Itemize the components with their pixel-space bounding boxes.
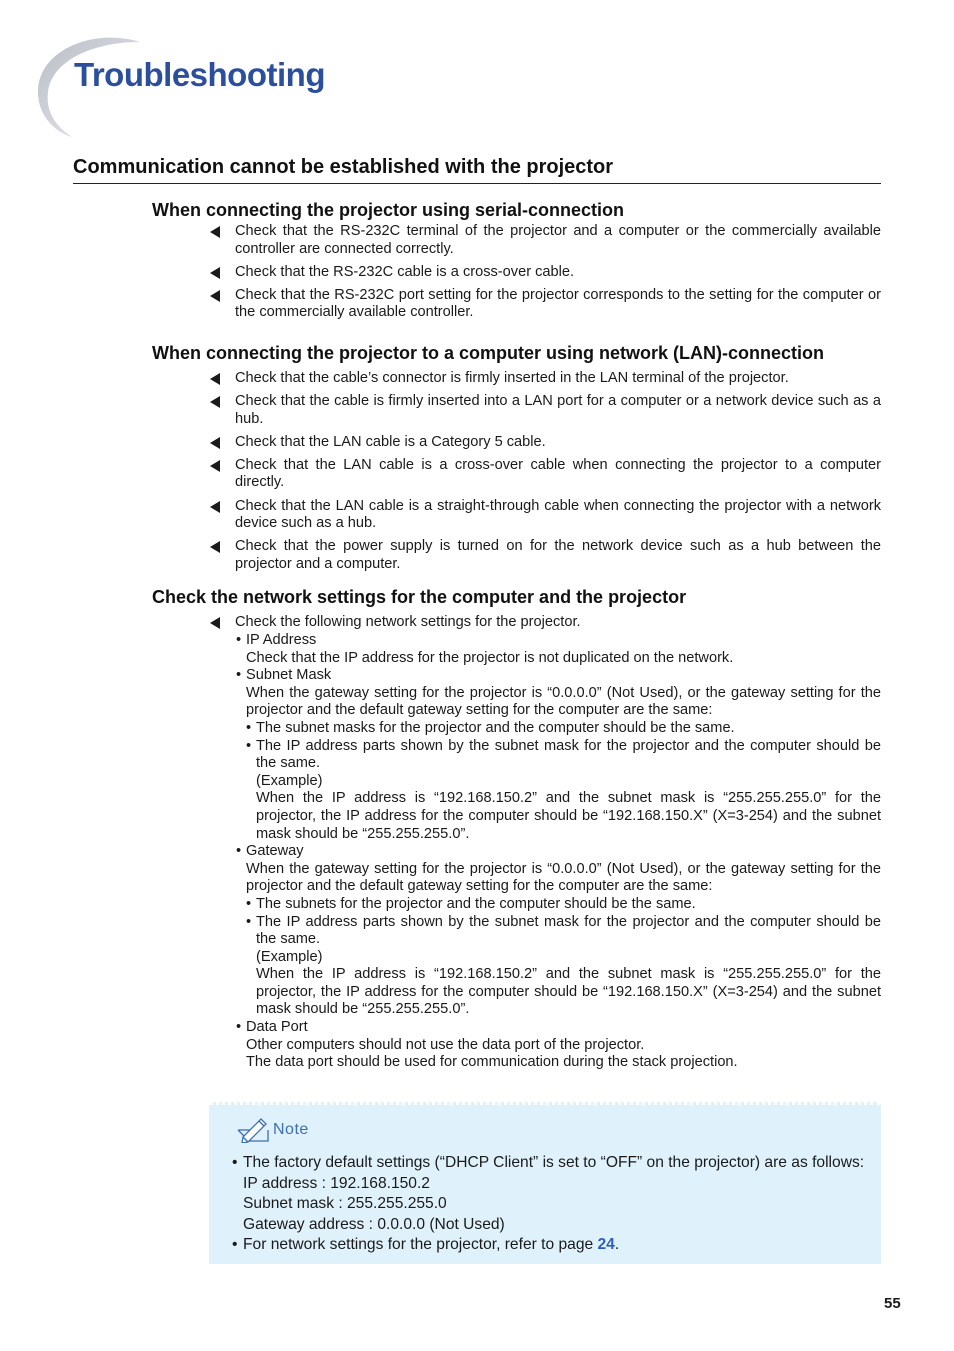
subnet-mask-text: When the gateway setting for the projector is “0.0.0.0” (Not Used), or the gateway setting for the projector and the default gateway setting for the computer are the same: [246, 684, 881, 719]
ip-address-label: • IP Address [236, 632, 317, 648]
left-triangle-icon [210, 267, 220, 279]
pencil-note-icon [235, 1117, 271, 1143]
subnet-point: • The subnet masks for the projector and the computer should be the same. [246, 719, 735, 736]
subnet-example-text: When the IP address is “192.168.150.2” and the subnet mask is “255.255.255.0” for the projector, the IP address for the computer should be “192.168.150.X” (X=3-254) and the subnet mask should be “255.255.255.0”. [256, 790, 881, 842]
serial-checklist [152, 223, 881, 322]
list-item: Check that the LAN cable is a straight-through cable when connecting the projector with a network device such as a hub. [235, 498, 881, 533]
list-item: Check that the LAN cable is a Category 5 cable. [235, 434, 881, 452]
left-triangle-icon [210, 437, 220, 449]
note-gateway: Gateway address : 0.0.0.0 (Not Used) [243, 1215, 505, 1233]
gateway-example-text: When the IP address is “192.168.150.2” and the subnet mask is “255.255.255.0” for the projector, the IP address for the computer should be “192.168.150.X” (X=3-254) and the subnet mask should be “255.255.255.0”. [256, 966, 881, 1018]
note-ip: IP address : 192.168.150.2 [243, 1174, 430, 1192]
left-triangle-icon [210, 290, 220, 302]
lan-heading: When connecting the projector to a computer using network (LAN)-connection [152, 342, 825, 363]
list-item: Check that the RS-232C port setting for the projector corresponds to the setting for the computer or the commercially available controller. [235, 287, 881, 322]
note-label: Note [273, 1121, 309, 1138]
lan-checklist [152, 370, 881, 573]
left-triangle-icon [210, 460, 220, 472]
list-item: Check that the cable’s connector is firmly inserted in the LAN terminal of the projector. [235, 370, 881, 388]
gateway-point: • The subnets for the projector and the computer should be the same. [246, 895, 696, 912]
page-24-link[interactable]: 24 [597, 1236, 615, 1253]
note-subnet: Subnet mask : 255.255.255.0 [243, 1195, 447, 1212]
gateway-text: When the gateway setting for the projector is “0.0.0.0” (Not Used), or the gateway setting for the projector and the default gateway setting for the computer are the same: [246, 860, 881, 895]
left-triangle-icon [210, 501, 220, 513]
note-box [209, 1102, 881, 1264]
serial-heading: When connecting the projector using serial-connection [152, 200, 625, 220]
list-item: Check that the LAN cable is a cross-over cable when connecting the projector to a computer directly. [235, 457, 881, 492]
list-item: Check that the RS-232C terminal of the projector and a computer or the commercially available controller are connected correctly. [235, 223, 881, 258]
list-item: Check that the power supply is turned on for the network device such as a hub between the projector and a computer. [235, 538, 881, 573]
note-body [232, 1153, 877, 1256]
network-intro: Check the following network settings for the projector. [235, 614, 581, 631]
subnet-example-label: (Example) [256, 772, 323, 789]
list-item [235, 614, 881, 1071]
note-line: • For network settings for the projector, refer to page 24. [232, 1236, 620, 1253]
left-triangle-icon [210, 541, 220, 553]
data-port-text: Other computers should not use the data port of the projector. [246, 1036, 645, 1053]
network-checklist [152, 614, 881, 1071]
ip-address-text: Check that the IP address for the projector is not duplicated on the network. [246, 649, 734, 666]
left-triangle-icon [210, 396, 220, 408]
note-header [235, 1117, 309, 1143]
gateway-point: • The IP address parts shown by the subnet mask for the projector and the computer should be the same. [246, 913, 881, 948]
list-item: Check that the RS-232C cable is a cross-over cable. [235, 264, 881, 282]
data-port-text: The data port should be used for communication during the stack projection. [246, 1054, 738, 1071]
data-port-label: • Data Port [236, 1019, 308, 1036]
main-content [152, 199, 881, 1077]
subnet-mask-label: • Subnet Mask [236, 667, 332, 684]
page-number: 55 [884, 1295, 901, 1312]
note-line: • The factory default settings (“DHCP Client” is set to “OFF” on the projector) are as follows: [232, 1154, 865, 1171]
subnet-point: • The IP address parts shown by the subnet mask for the projector and the computer should be the same. [246, 737, 881, 772]
page-title: Troubleshooting [74, 56, 325, 93]
network-heading: Check the network settings for the computer and the projector [152, 587, 687, 608]
section-heading: Communication cannot be established with the projector [73, 155, 881, 184]
left-triangle-icon [210, 226, 220, 238]
left-triangle-icon [210, 373, 220, 385]
gateway-example-label: (Example) [256, 948, 323, 965]
left-triangle-icon [210, 617, 220, 629]
gateway-label: • Gateway [236, 843, 304, 860]
list-item: Check that the cable is firmly inserted into a LAN port for a computer or a network device such as a hub. [235, 393, 881, 428]
